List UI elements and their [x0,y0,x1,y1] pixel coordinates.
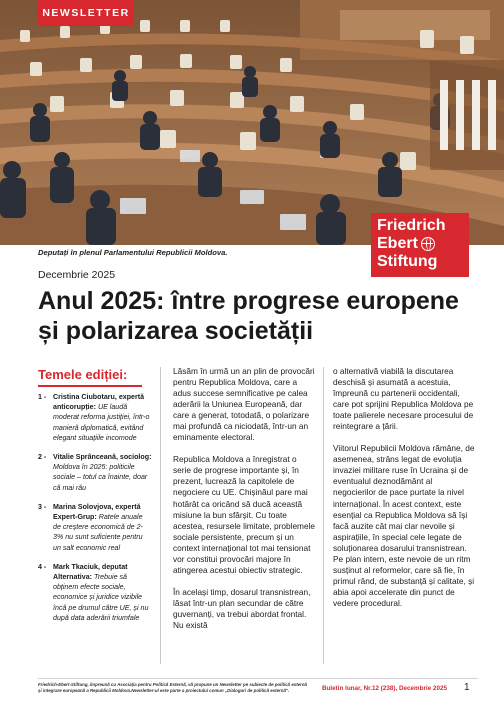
column-divider [160,367,161,664]
toc-author: Vitalie Sprânceană, sociolog: [53,453,152,462]
toc-number: 1 - [38,393,47,401]
toc-topic: Trebuie să obținem efecte sociale, economice și juridice vizibile încă pe drumul către UE, și nu după data aderării triumfale [53,573,149,622]
fes-logo [371,213,469,277]
paragraph: În același timp, dosarul transnistrean, lăsat într-un plan secundar de către guvernanți, va trebui abordat frontal. Nu există [173,586,311,630]
paragraph: o alternativă viabilă la discutarea deschisă și asumată a acestuia, împreună cu partenerii occidentali, care pot sprijini Republica Moldova pe toate palierele necesare procesului de reintegrare a țării. [333,366,474,432]
toc-text [53,562,152,623]
globe-icon [421,237,435,251]
table-of-contents [38,392,152,632]
page-title: Anul 2025: între progrese europene și polarizarea societății [38,287,459,345]
toc-author: Marina Solovjova, expertă Expert-Grup: [53,502,141,522]
toc-number: 4 - [38,562,47,571]
page-number: 1 [464,682,470,693]
issue-date: Decembrie 2025 [38,269,116,281]
toc-author: Mark Tkaciuk, deputat Alternativa: [53,562,128,582]
toc-topic: UE laudă moderat reforma justiției, într-o manieră diplomatică, evitând elegant situațiile incomode [53,403,150,442]
toc-item[interactable] [38,392,152,443]
paragraph: Republica Moldova a înregistrat o serie de progrese importante și, în prezent, lucrează la capitolele de negociere cu UE. Chișinăul pare mai hotărât ca oricând să ducă această misiune la bun sfârșit. Cu toate acestea, resursele limitate, problemele sociale persistente, precum și un context internațional tot mai tensionat vor constitui provocări majore în atingerea acestui obiectiv strategic. [173,454,316,575]
toc-number: 2 - [38,453,47,462]
logo-line-3: Stiftung [377,253,438,270]
hero-photo [0,0,504,245]
body-column-1 [173,366,316,642]
logo-line-1: Friedrich [377,217,446,234]
parliament-photo-illustration [0,0,504,245]
column-divider [323,367,324,664]
newsletter-tag: NEWSLETTER [38,0,134,26]
toc-topic: Ratele anuale de creștere economică de 2-3% nu sunt suficiente pentru un salt economic real [53,513,143,552]
paragraph: Lăsăm în urmă un an plin de provocări pentru Republica Moldova, care a adus succese semnificative pe calea aderării la Uniunea Europeană, dar care a generat, totodată, o polarizare mai profundă ca niciodată, într-un an eminamente electoral. [173,366,315,443]
toc-item[interactable] [38,562,152,623]
body-column-2 [333,366,477,620]
toc-topic: Moldova în 2025: politicile sociale – totul ca înainte, doar că mai rău [53,463,148,492]
logo-line-2-text: Ebert [377,235,418,252]
paragraph: Viitorul Republicii Moldova rămâne, de asemenea, strâns legat de evoluția invaziei militare ruse în Ucraina și de eventualul deznodământ al negocierilor de pace purtate la nivel internațional. În acest context, este esențial ca Republica Moldova să își facă auzite cât mai clar nevoile și aspirațiile, în special cele legate de soluționarea dosarului transnistrean. Pe plan intern, este nevoie de un ritm susținut al reformelor, care să fie, în primul rând, de substanță și calitate, și abia apoi accelerate din punct de vedere procedural. [333,443,475,608]
toc-text [53,502,152,553]
toc-number: 3 - [38,502,47,511]
footer-note: Friedrich-Ebert-Stiftung, împreună cu Asociația pentru Politică Externă, vă propune un Newsletter pe subiecte de politică externă și integrare europeană a Republicii Moldova.Newsletter-ul este parte a proiectului comun „Dialoguri de politică externă". [38,682,307,694]
footer-rule [38,678,478,679]
sidebar-heading: Temele ediției: [38,367,128,382]
toc-author: Cristina Ciubotaru, expertă anticorupție: [53,393,145,412]
logo-line-2 [377,235,463,253]
toc-item[interactable] [38,502,152,553]
bulletin-info: Buletin lunar, Nr.12 (238), Decembrie 2025 [322,685,447,692]
toc-text [53,392,152,443]
sidebar-rule [38,385,142,387]
photo-caption: Deputați în plenul Parlamentului Republicii Moldova. [38,248,228,257]
toc-item[interactable] [38,452,152,493]
toc-text [53,452,152,493]
